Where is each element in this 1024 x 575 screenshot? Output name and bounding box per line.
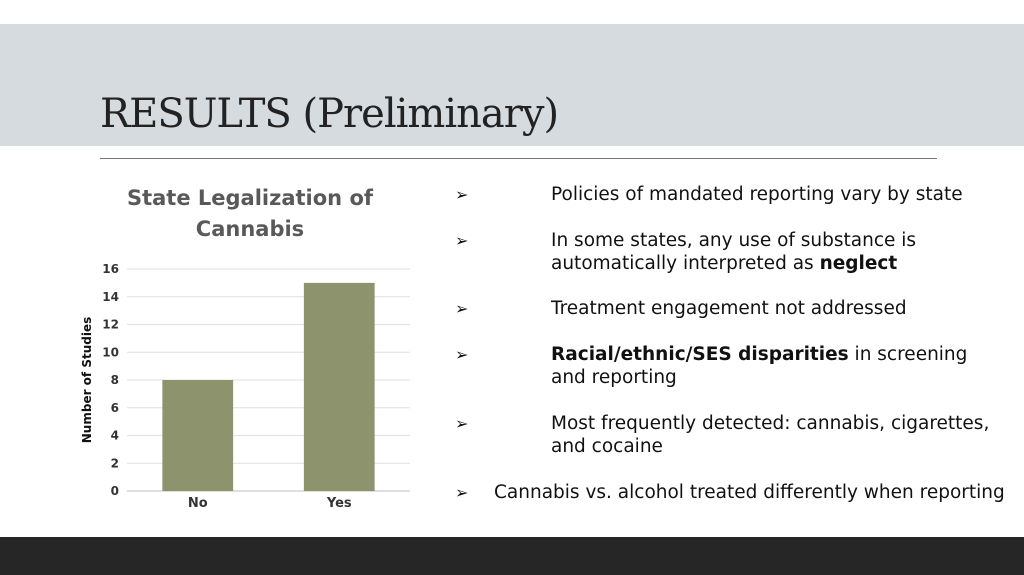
bar-chart bbox=[70, 255, 420, 520]
bullet-text bbox=[455, 297, 1015, 320]
bullet-text bbox=[455, 343, 991, 389]
bullet-text bbox=[455, 412, 991, 458]
y-tick-label: 0 bbox=[110, 484, 119, 498]
bullet-text-part: Cannabis vs. alcohol treated differently when reporting bbox=[494, 482, 1005, 503]
chart-title: State Legalization of Cannabis bbox=[126, 186, 374, 241]
bullet-emphasis: neglect bbox=[819, 253, 898, 274]
y-tick-label: 8 bbox=[110, 373, 119, 387]
y-axis-label: Number of Studies bbox=[80, 316, 94, 444]
bullet-text bbox=[455, 229, 931, 275]
bar bbox=[304, 283, 375, 491]
slide-title: RESULTS (Preliminary) bbox=[100, 91, 559, 137]
y-tick-label: 12 bbox=[102, 317, 119, 332]
bullet-text-part: Most frequently detected: cannabis, cigarettes, and cocaine bbox=[551, 413, 990, 457]
bullet-item bbox=[455, 229, 1015, 275]
bullet-item bbox=[455, 481, 1015, 504]
bullet-text bbox=[455, 183, 1015, 206]
arrow-bullet-icon: ➢ bbox=[455, 345, 469, 364]
footer-band bbox=[0, 537, 1024, 575]
bullet-list bbox=[455, 183, 1015, 504]
bullet-emphasis: Racial/ethnic/SES disparities bbox=[551, 344, 849, 365]
x-tick-label: Yes bbox=[326, 496, 352, 511]
bullet-item bbox=[455, 412, 1015, 458]
bullet-text-part: Treatment engagement not addressed bbox=[551, 298, 907, 319]
bullet-item bbox=[455, 343, 1015, 389]
y-tick-label: 2 bbox=[110, 456, 119, 471]
arrow-bullet-icon: ➢ bbox=[455, 483, 469, 502]
x-tick-label: No bbox=[187, 496, 208, 511]
bullet-text-part: in screening and reporting bbox=[551, 344, 968, 388]
arrow-bullet-icon: ➢ bbox=[455, 299, 469, 318]
bullet-text bbox=[455, 481, 1015, 504]
y-tick-label: 6 bbox=[110, 400, 119, 415]
arrow-bullet-icon: ➢ bbox=[455, 231, 469, 250]
bullet-text-part: Policies of mandated reporting vary by state bbox=[551, 184, 963, 205]
y-tick-label: 4 bbox=[110, 428, 119, 443]
bullet-item bbox=[455, 297, 1015, 320]
arrow-bullet-icon: ➢ bbox=[455, 414, 469, 433]
bullet-item bbox=[455, 183, 1015, 206]
bar bbox=[162, 380, 233, 491]
arrow-bullet-icon: ➢ bbox=[455, 185, 469, 204]
bullet-text-part: In some states, any use of substance is automatically interpreted as bbox=[551, 230, 917, 274]
y-tick-label: 10 bbox=[102, 345, 119, 360]
y-tick-label: 16 bbox=[102, 262, 119, 276]
title-divider bbox=[100, 158, 937, 159]
y-tick-label: 14 bbox=[102, 289, 119, 304]
